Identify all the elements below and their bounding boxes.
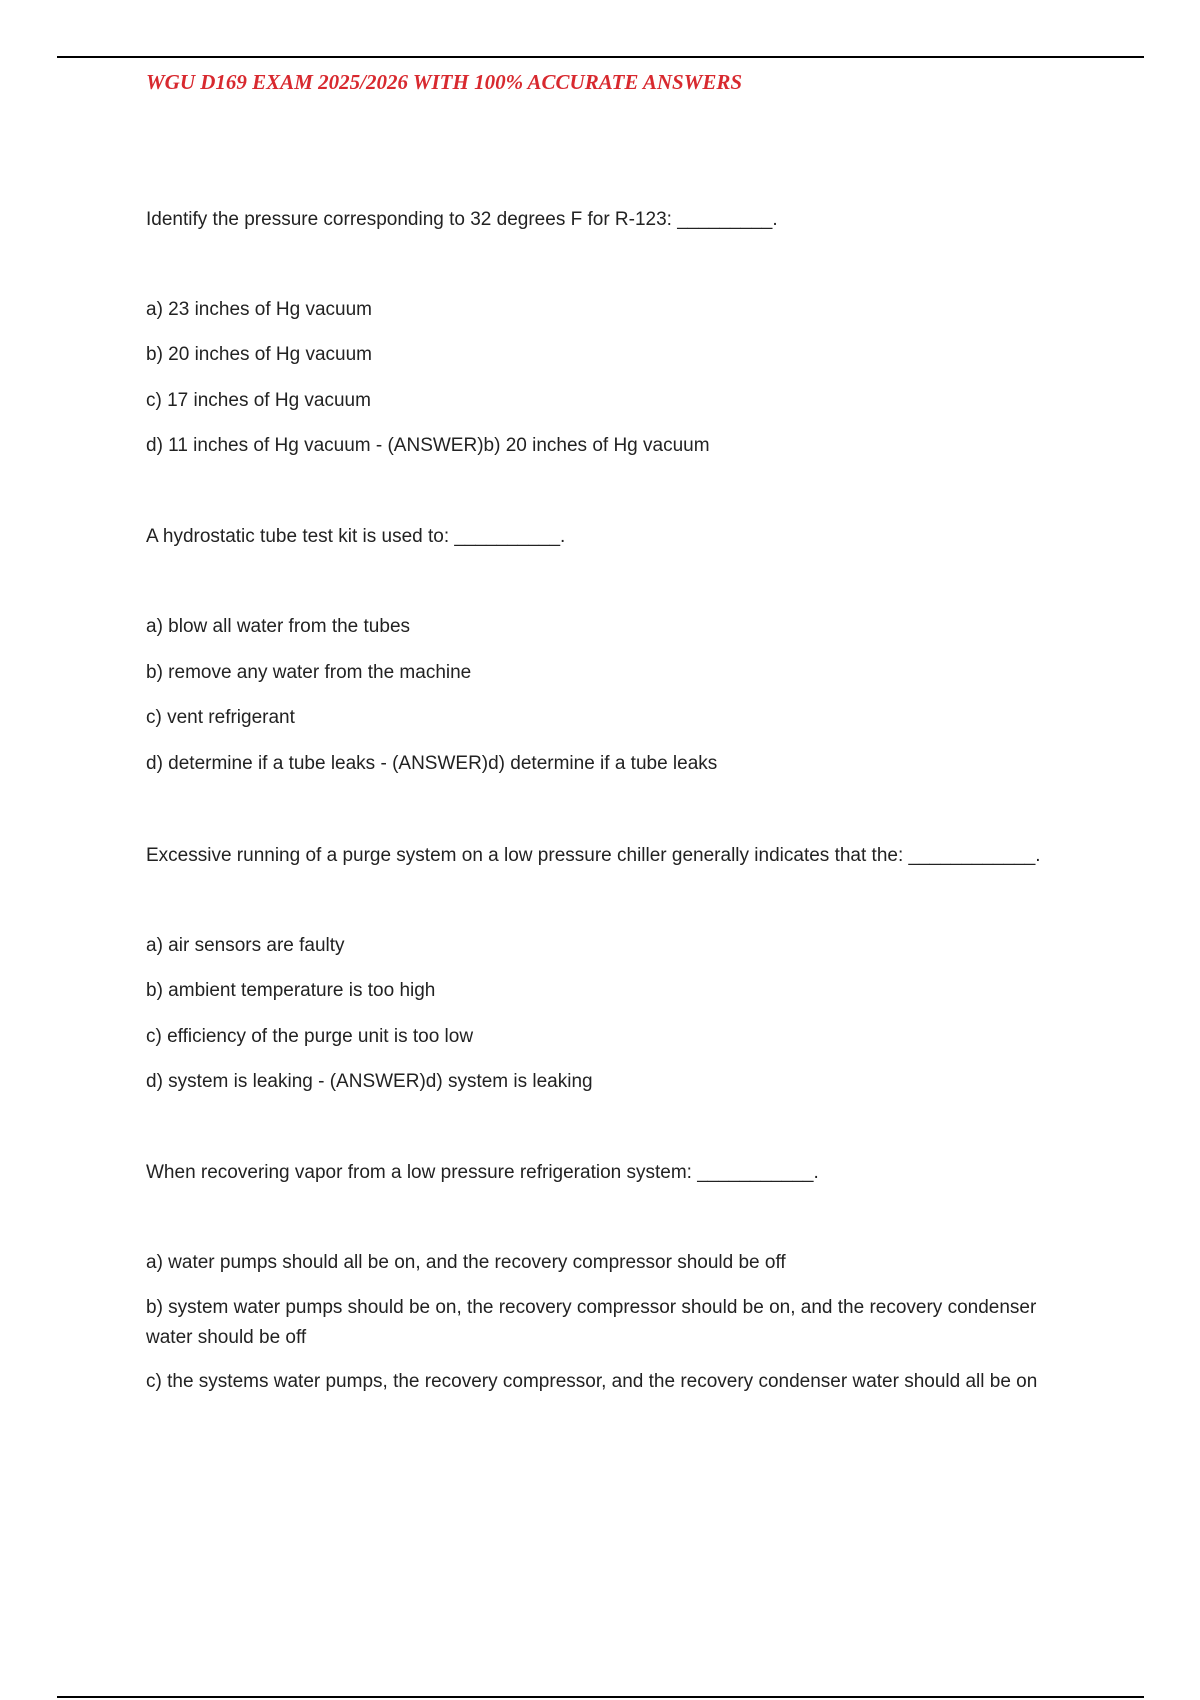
question-1-option-b: b) 20 inches of Hg vacuum	[146, 344, 373, 365]
bottom-rule	[57, 1696, 1144, 1698]
document-title: WGU D169 EXAM 2025/2026 WITH 100% ACCURATE ANSWERS	[146, 70, 743, 94]
question-1-prompt: Identify the pressure corresponding to 32 degrees F for R-123: _________.	[146, 209, 778, 230]
question-4-option-c: c) the systems water pumps, the recovery compressor, and the recovery condenser water should all be on	[146, 1371, 1038, 1392]
question-4-option-b: b) system water pumps should be on, the recovery compressor should be on, and the recovery condenser water should be off	[146, 1297, 1037, 1348]
question-3-prompt: Excessive running of a purge system on a low pressure chiller generally indicates that the: ____________.	[146, 845, 1041, 866]
question-3-option-d-answer: d) system is leaking - (ANSWER)d) system is leaking	[146, 1071, 593, 1092]
question-3-option-c: c) efficiency of the purge unit is too low	[146, 1026, 474, 1047]
question-2-prompt: A hydrostatic tube test kit is used to: __________.	[146, 526, 566, 547]
question-4-option-a: a) water pumps should all be on, and the recovery compressor should be off	[146, 1252, 786, 1273]
question-2-option-b: b) remove any water from the machine	[146, 662, 472, 683]
question-4-prompt: When recovering vapor from a low pressure refrigeration system: ___________.	[146, 1162, 819, 1183]
question-3-option-a: a) air sensors are faulty	[146, 935, 345, 956]
question-2-option-d-answer: d) determine if a tube leaks - (ANSWER)d) determine if a tube leaks	[146, 753, 718, 774]
question-1-option-a: a) 23 inches of Hg vacuum	[146, 299, 373, 320]
question-2-option-c: c) vent refrigerant	[146, 707, 295, 728]
question-3-option-b: b) ambient temperature is too high	[146, 980, 436, 1001]
question-1-option-d-answer: d) 11 inches of Hg vacuum - (ANSWER)b) 20 inches of Hg vacuum	[146, 435, 710, 456]
question-2-option-a: a) blow all water from the tubes	[146, 616, 411, 637]
top-rule	[57, 56, 1144, 58]
question-1-option-c: c) 17 inches of Hg vacuum	[146, 390, 371, 411]
